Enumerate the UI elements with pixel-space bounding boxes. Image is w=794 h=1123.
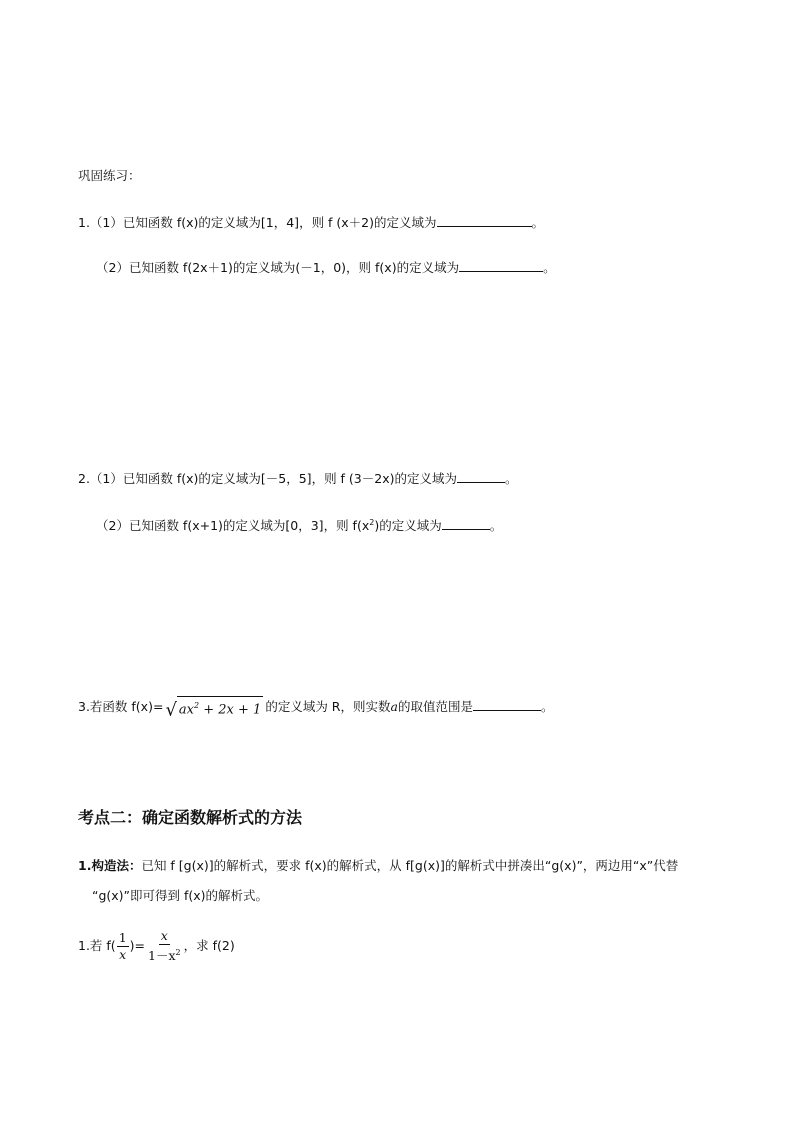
method-text: 已知 f [g(x)]的解析式，要求 f(x)的解析式，从 f[g(x)]的解析式中拼凑出“g(x)”，两边用“x”代替 [141,858,679,873]
radicand: $ax^2 + 2x + 1$ [177,696,263,719]
sqrt-expression [165,696,263,719]
denominator: x [119,947,127,962]
question-text-after: 的取值范围是 [397,699,473,715]
method-1-line-2: “g(x)”即可得到 f(x)的解析式。 [92,888,269,903]
example-1 [78,928,235,965]
method-1-line-1 [78,857,678,875]
question-2-part-1 [78,469,517,488]
question-text: （2）已知函数 f(x+1)的定义域为[0，3]，则 f(x [96,518,370,534]
question-text-middle: 的定义域为 R，则实数 [265,699,391,715]
question-text-mid: )的定义域为 [374,518,442,534]
question-suffix: 。 [543,260,556,275]
question-text: 3.若函数 f(x)= [78,699,164,715]
answer-blank[interactable] [473,697,541,711]
answer-blank[interactable] [442,516,490,530]
example-prefix: 1.若 f( [78,938,116,953]
fraction-1-over-x [117,930,129,963]
question-2-part-2 [96,514,502,535]
answer-blank[interactable] [437,213,532,227]
variable-a: a [390,699,398,715]
exponent: 2 [369,518,375,527]
example-suffix: ，求 f(2) [183,938,235,953]
numerator: x [160,928,168,944]
sqrt-sign: √ [165,699,177,721]
denominator: $1-x^2$ [148,948,181,964]
question-text: 2.（1）已知函数 f(x)的定义域为[－5，5]，则 f (3－2x)的定义域为 [78,471,457,486]
practice-title: 巩固练习： [78,168,141,183]
fraction-rhs [146,928,183,964]
answer-blank[interactable] [459,258,543,272]
question-suffix: 。 [504,471,518,486]
method-label: 1.构造法： [78,858,142,873]
question-suffix: 。 [531,215,545,230]
equals: )= [129,938,145,953]
question-suffix: 。 [489,518,503,534]
question-text: （2）已知函数 f(2x＋1)的定义域为(－1，0)，则 f(x)的定义域为 [96,260,460,275]
question-3 [78,696,553,719]
question-suffix: 。 [540,699,554,715]
question-text: 1.（1）已知函数 f(x)的定义域为[1，4]，则 f (x＋2)的定义域为 [78,215,437,230]
section-heading: 考点二：确定函数解析式的方法 [78,808,303,827]
numerator: 1 [118,930,127,945]
answer-blank[interactable] [457,469,505,483]
question-1-part-2 [96,258,556,277]
question-1-part-1 [78,213,544,232]
